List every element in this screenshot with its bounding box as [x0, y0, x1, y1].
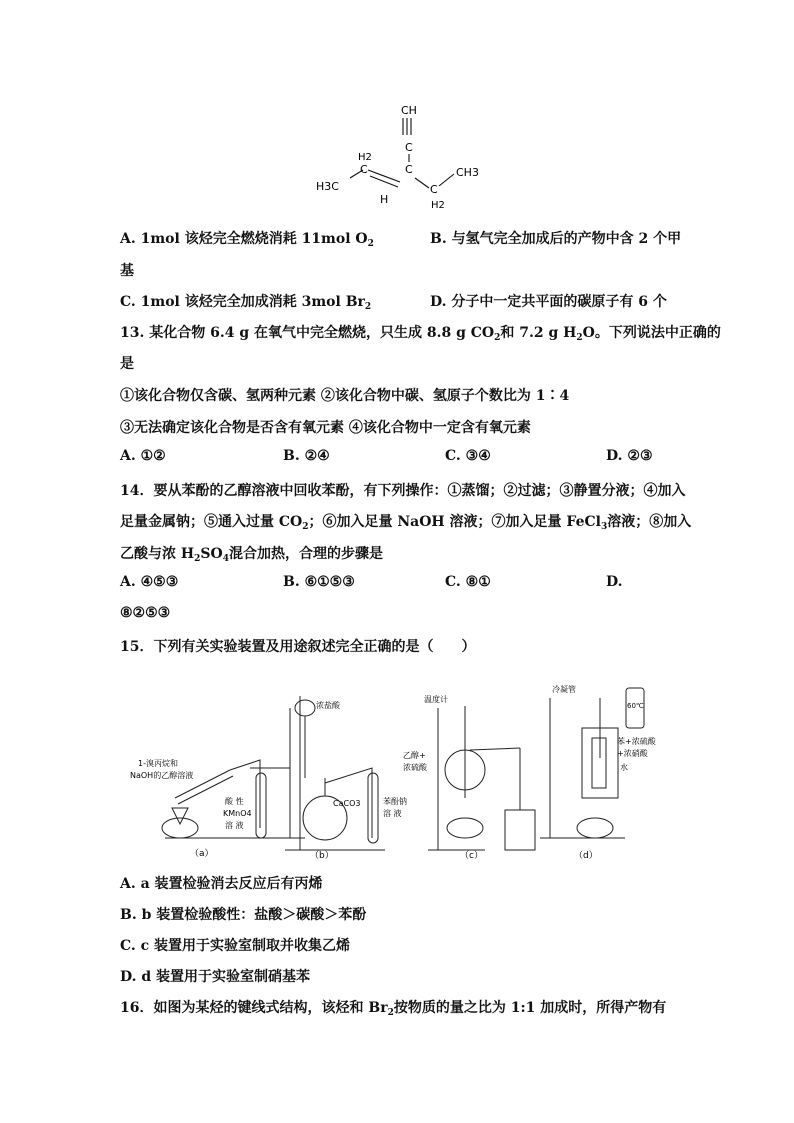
fig-d-reagent-2: +浓硝酸: [617, 749, 648, 758]
fig-c-reagent-2: 浓硫酸: [403, 763, 427, 772]
formula-h2-left: H2: [358, 152, 372, 163]
q13-option-b: B. ②④: [283, 448, 330, 464]
fig-a-tube-3: 溶 液: [225, 821, 244, 830]
fig-b-solid: CaCO3: [333, 799, 361, 808]
q15-option-d: D. d 装置用于实验室制硝基苯: [120, 969, 311, 985]
fig-a-reagent-2: NaOH的乙醇溶液: [130, 771, 194, 780]
formula-ch3-left: H3C: [316, 180, 339, 193]
formula-h-mid: H: [380, 193, 389, 206]
q13-option-a: A. ①②: [120, 448, 166, 464]
q13-stem-cont: 是: [120, 356, 134, 372]
q14-option-b: B. ⑥①⑤③: [283, 574, 355, 590]
structural-formula: [308, 102, 498, 214]
q16-stem: 16．如图为某烃的键线式结构，该烃和 $Br_2$按物质的量之比为 1:1 加成时，所得产物有: [120, 1000, 667, 1018]
fig-b-tube-2: 溶 液: [383, 809, 402, 818]
fig-b-caption: （b）: [310, 851, 334, 861]
fig-a-tube-2: KMnO4: [223, 809, 252, 818]
q12-option-b: B. 与氢气完全加成后的产物中含 2 个甲: [430, 231, 682, 247]
apparatus-figure: [120, 678, 680, 864]
fig-a-tube-1: 酸 性: [225, 797, 244, 806]
fig-c-caption: （c）: [460, 851, 483, 861]
q13-stem: 13. 某化合物 6.4 g 在氧气中完全燃烧，只生成 8.8 g $CO_2$和 7.2 g $H_2O$。下列说法中正确的: [120, 325, 721, 343]
formula-c-mid: C: [405, 163, 413, 176]
formula-h2-right: H2: [431, 200, 445, 211]
q15-option-a: A. a 装置检验消去反应后有丙烯: [120, 876, 323, 892]
q14-option-c: C. ⑧①: [445, 574, 491, 590]
q13-option-d: D. ②③: [606, 448, 653, 464]
fig-c-reagent-1: 乙醇+: [403, 751, 426, 760]
fig-b-tube-1: 苯酚钠: [383, 797, 407, 806]
q12-option-c: C. 1mol 该烃完全加成消耗 3mol $Br_2$: [120, 294, 372, 312]
q12-option-b-cont: 基: [120, 263, 134, 279]
fig-d-temp: 60℃: [627, 702, 644, 710]
fig-d-water: 水: [620, 763, 628, 772]
formula-ch3-right: CH3: [456, 166, 479, 179]
fig-d-cond: 冷凝管: [552, 685, 576, 694]
formula-c-left: C: [360, 163, 368, 176]
fig-a-caption: （a）: [190, 849, 214, 859]
q12-option-a: A. 1mol 该烃完全燃烧消耗 11mol $O_2$: [120, 231, 374, 249]
fig-a-reagent-1: 1-溴丙烷和: [138, 759, 178, 768]
q14-option-d: D.: [606, 574, 623, 590]
fig-c-thermo: 温度计: [424, 695, 448, 704]
q12-option-d: D. 分子中一定共平面的碳原子有 6 个: [430, 294, 667, 310]
formula-c-top: C: [405, 141, 413, 154]
q13-statements-1: ①该化合物仅含碳、氢两种元素 ②该化合物中碳、氢原子个数比为 1∶4: [120, 388, 570, 404]
q14-stem-2: 足量金属钠；⑤通入过量 $CO_2$；⑥加入足量 NaOH 溶液；⑦加入足量 FeCl$_3$溶液；⑧加入: [120, 514, 692, 532]
q14-stem-1: 14．要从苯酚的乙醇溶液中回收苯酚，有下列操作：①蒸馏；②过滤；③静置分液；④加入: [120, 483, 686, 499]
q13-option-c: C. ③④: [445, 448, 491, 464]
q14-stem-3: 乙酸与浓 $H_2SO_4$混合加热，合理的步骤是: [120, 546, 383, 564]
q14-option-d-cont: ⑧②⑤③: [120, 605, 171, 621]
q14-option-a: A. ④⑤③: [120, 574, 179, 590]
q15-stem: 15．下列有关实验装置及用途叙述完全正确的是（ ）: [120, 639, 476, 655]
q15-option-b: B. b 装置检验酸性：盐酸＞碳酸＞苯酚: [120, 907, 367, 923]
q13-statements-2: ③无法确定该化合物是否含有氧元素 ④该化合物中一定含有氧元素: [120, 420, 531, 436]
fig-d-caption: （d）: [574, 851, 598, 861]
q15-option-c: C. c 装置用于实验室制取并收集乙烯: [120, 938, 351, 954]
fig-b-acid: 浓盐酸: [316, 701, 340, 710]
formula-c-right: C: [430, 183, 438, 196]
formula-ch: CH: [401, 104, 417, 117]
fig-d-reagent-1: 苯+浓硫酸: [617, 737, 656, 746]
